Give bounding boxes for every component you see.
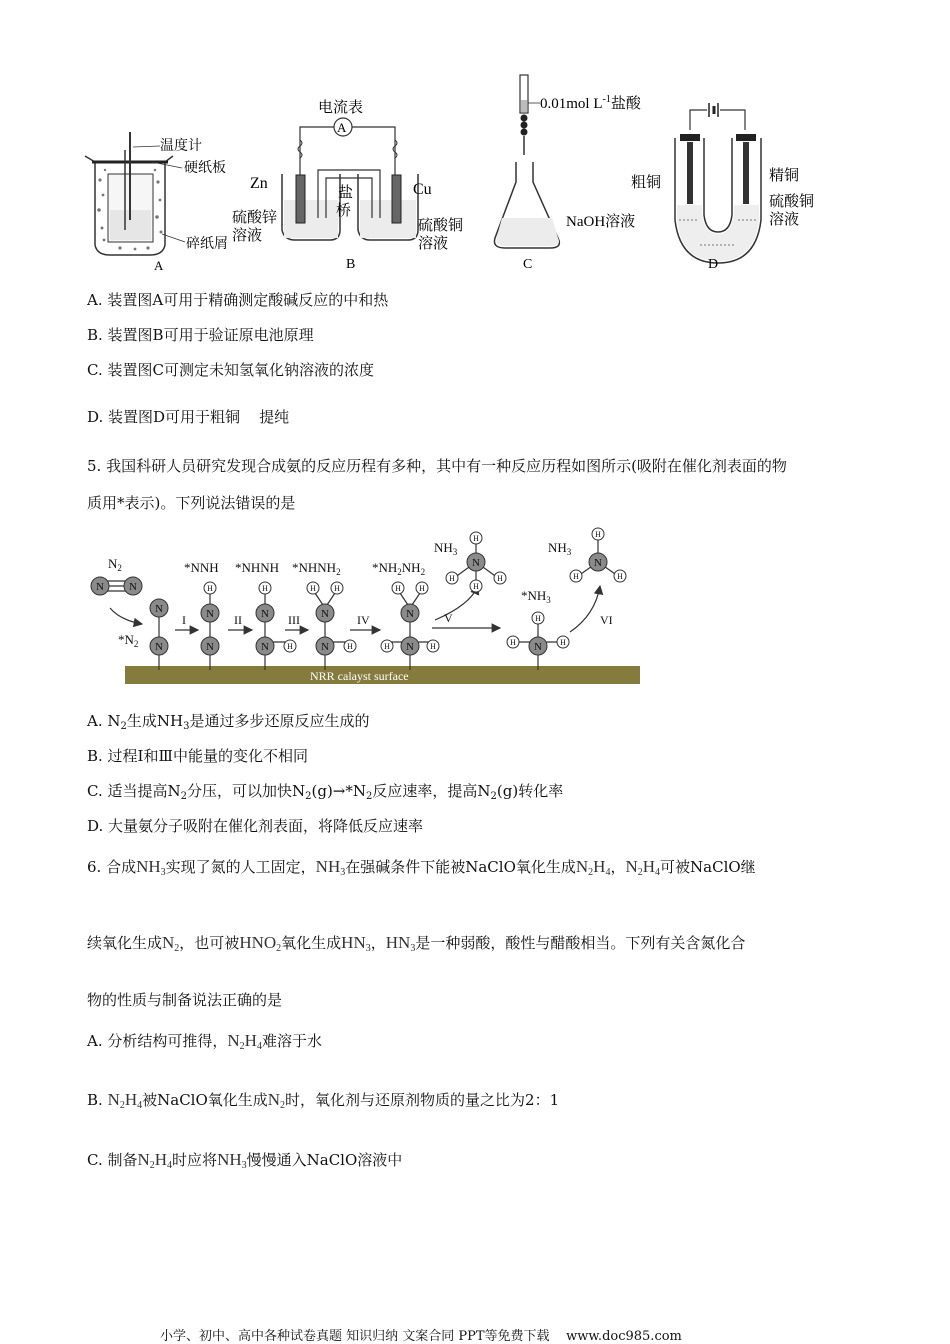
atom-n: N <box>261 641 269 653</box>
q6-option-b: B. $N_2H_4$被NaClO氧化生成$N_2$时，氧化剂与还原剂物质的量之比为2：1 <box>87 1090 560 1111</box>
atom-labels <box>96 557 602 653</box>
q5-option-b: B. 过程Ⅰ和Ⅲ中能量的变化不相同 <box>87 747 308 765</box>
species-nh3-b: $NH_3$ <box>548 540 572 557</box>
q5-option-a: A. $N_2$生成$NH_3$是通过多步还原反应生成的 <box>87 712 370 732</box>
formula-n2: $N_2$ <box>162 933 180 954</box>
q6-option-c: C. 制备$N_2H_4$时应将$NH_3$慢慢通入NaClO溶液中 <box>87 1150 403 1171</box>
atom-h: H <box>395 584 401 593</box>
atom-n: N <box>321 641 329 653</box>
page-footer: 小学、初中、高中各种试卷真题 知识归纳 文案合同 PPT等免费下载 www.doc985.com <box>160 1329 682 1344</box>
atom-h: H <box>384 642 390 651</box>
label-left-sol-1: 硫酸锌 <box>232 210 278 226</box>
formula-hn3: $HN_3$ <box>385 933 416 954</box>
apparatus-figure <box>0 70 950 275</box>
atom-n: N <box>261 608 269 620</box>
q6-stem-line-3: 物的性质与制备说法正确的是 <box>87 991 283 1009</box>
atom-h: H <box>473 534 479 543</box>
label-left-sol-2: 溶液 <box>232 228 263 244</box>
species-n2: $N_2$ <box>108 556 122 573</box>
atom-n: N <box>472 557 480 569</box>
formula-nh3: $NH_3$ <box>217 1150 247 1171</box>
atom-n: N <box>206 641 214 653</box>
species-star-n2: $*N_2$ <box>118 632 139 649</box>
label-right-sol-1: 硫酸铜 <box>418 218 464 234</box>
atom-h: H <box>560 638 566 647</box>
caption-a: A <box>154 258 164 273</box>
formula-nh3: $NH_3$ <box>136 857 166 878</box>
q5-stem-line-2: 质用*表示)。下列说法错误的是 <box>87 494 296 512</box>
atom-h: H <box>347 642 353 651</box>
label-acid: 0.01mol $L^{-1}$盐酸 <box>540 94 641 112</box>
q6-stem-line-2: 续氧化生成$N_2$，也可被$HNO_2$氧化生成$HN_3$，$HN_3$是一种弱酸，酸性与醋酸相当。下列有关含氮化合 <box>87 933 746 954</box>
q5-option-d: D. 大量氨分子吸附在催化剂表面，将降低反应速率 <box>87 817 424 835</box>
atom-h: H <box>535 614 541 623</box>
formula-nh3: $NH_3$ <box>315 857 346 878</box>
q5-option-c: C. 适当提高$N_2$分压，可以加快$N_2(g)\to*N_2$反应速率，提高$N_2(g)$转化率 <box>87 782 564 802</box>
q6-option-a: A. 分析结构可推得，$N_2H_4$难溶于水 <box>87 1031 322 1052</box>
caption-c: C <box>523 257 533 272</box>
atom-n: N <box>206 608 214 620</box>
atom-h: H <box>473 582 479 591</box>
label-right-sol-2: 溶液 <box>418 236 449 252</box>
apparatus-d <box>631 103 814 272</box>
atom-h: H <box>287 642 293 651</box>
atom-h: H <box>617 572 623 581</box>
label-scraps: 碎纸屑 <box>186 237 228 252</box>
atom-h: H <box>310 584 316 593</box>
q4-option-b: B. 装置图B可用于验证原电池原理 <box>87 326 314 344</box>
label-bridge-1: 盐 <box>338 185 354 201</box>
label-crude-copper: 粗铜 <box>631 175 662 191</box>
label-cu: Cu <box>413 181 432 198</box>
atom-h: H <box>334 584 340 593</box>
step-label: I <box>182 613 186 627</box>
q4-option-a: A. 装置图A可用于精确测定酸碱反应的中和热 <box>87 291 389 309</box>
apparatus-c <box>494 75 641 272</box>
step-label: V <box>444 611 453 625</box>
atom-n: N <box>406 641 414 653</box>
label-bridge-2: 桥 <box>336 203 352 219</box>
species-star-nh3: $*NH_3$ <box>521 588 551 605</box>
formula-n2h4: $N_2H_4$ <box>227 1031 262 1052</box>
caption-b: B <box>346 257 356 272</box>
apparatus-b <box>232 98 463 272</box>
surface-label: NRR calayst surface <box>310 669 409 683</box>
atom-h: H <box>207 584 213 593</box>
formula-n2: $N_2$ <box>267 1090 286 1111</box>
atom-h: H <box>573 572 579 581</box>
formula-hno2: $HNO_2$ <box>239 933 282 954</box>
q6-stem-line-1: 6. 合成$NH_3$实现了氮的人工固定，$NH_3$在强碱条件下能被NaClO氧化生成$N_2H_4$，$N_2H_4$可被NaClO继 <box>87 857 756 878</box>
label-ammeter: 电流表 <box>318 100 364 116</box>
apparatus-a <box>85 132 228 273</box>
label-thermometer: 温度计 <box>160 139 202 154</box>
atom-n: N <box>129 581 137 593</box>
label-pure-copper: 精铜 <box>769 168 800 184</box>
step-label: VI <box>600 613 613 627</box>
reaction-pathway-diagram <box>80 520 650 690</box>
step-label: III <box>288 613 300 627</box>
formula-n2h4: $N_2H_4$ <box>137 1150 173 1171</box>
label-naoh: NaOH溶液 <box>566 214 636 230</box>
formula-n2h4: $N_2H_4$ <box>107 1090 143 1111</box>
species-star-nhnh2: $*NHNH_2$ <box>292 560 341 577</box>
species-star-nnh: *NNH <box>184 560 219 575</box>
species-star-nhnh: *NHNH <box>235 560 280 575</box>
formula-n2h4: $N_2H_4$ <box>575 857 611 878</box>
atom-n: N <box>594 557 602 569</box>
step-label: II <box>234 613 242 627</box>
label-d-sol-2: 溶液 <box>769 212 800 228</box>
label-zn: Zn <box>250 175 268 192</box>
caption-d: D <box>708 257 719 272</box>
atom-n: N <box>406 608 414 620</box>
species-nh3-a: $NH_3$ <box>434 540 458 557</box>
atom-h: H <box>419 584 425 593</box>
q5-stem-line-1: 5. 我国科研人员研究发现合成氨的反应历程有多种，其中有一种反应历程如图所示(吸附在催化剂表面的物 <box>87 457 787 475</box>
atom-h: H <box>497 574 503 583</box>
species-star-nh2nh2: $*NH_2NH_2$ <box>372 560 426 577</box>
ammeter-symbol: A <box>337 120 347 135</box>
atom-h: H <box>449 574 455 583</box>
atom-n: N <box>155 641 163 653</box>
q4-option-c: C. 装置图C可测定未知氢氧化钠溶液的浓度 <box>87 361 374 379</box>
formula-hn3: $HN_3$ <box>341 933 371 954</box>
atom-h: H <box>510 638 516 647</box>
label-board: 硬纸板 <box>184 161 226 176</box>
atom-h: H <box>595 530 601 539</box>
step-label: IV <box>357 613 370 627</box>
atom-h: H <box>430 642 436 651</box>
atom-h: H <box>262 584 268 593</box>
atom-n: N <box>321 608 329 620</box>
atom-n: N <box>96 581 104 593</box>
atom-n: N <box>534 641 542 653</box>
formula-n2h4: $N_2H_4$ <box>625 857 661 878</box>
atom-n: N <box>155 603 163 615</box>
label-d-sol-1: 硫酸铜 <box>769 194 815 210</box>
q4-option-d: D. 装置图D可用于粗铜 提纯 <box>87 408 290 426</box>
